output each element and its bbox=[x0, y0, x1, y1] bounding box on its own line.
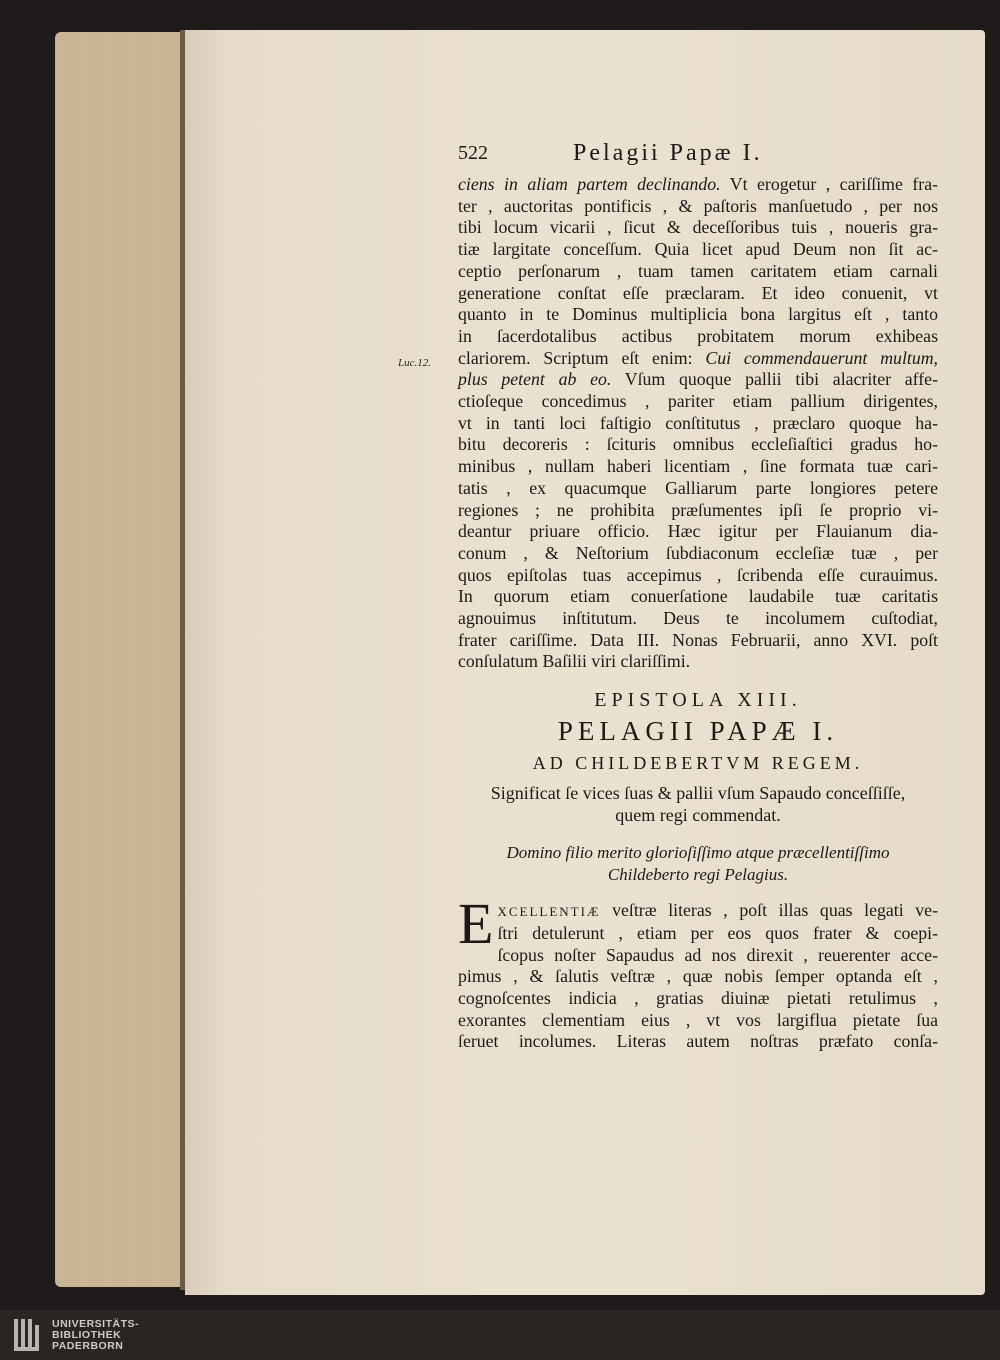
text-segment: regiones ; ne prohibita præſumentes ipſi ſe proprio vi- bbox=[458, 499, 938, 520]
running-head bbox=[458, 140, 938, 174]
text-segment: In quorum etiam conuerſatione laudabile tuæ caritatis bbox=[458, 586, 938, 607]
text-segment: plus petent ab eo. bbox=[458, 369, 612, 390]
text-line bbox=[458, 586, 938, 608]
text-segment: Cui commendauerunt multum, bbox=[705, 347, 939, 368]
text-line bbox=[458, 369, 938, 391]
margin-note: Luc.12. bbox=[398, 357, 431, 369]
text-segment: Vt erogetur , cariſſime fra- bbox=[720, 174, 939, 194]
text-segment: deantur priuare officio. Hæc igitur per Flauianum dia- bbox=[458, 521, 938, 542]
letter-line: veſtræ literas , poſt illas quas legati ve- bbox=[600, 900, 938, 921]
page-edges bbox=[55, 32, 190, 1287]
letter-line: ſtri detulerunt , etiam per eos quos frater & coepi- bbox=[497, 922, 938, 943]
text-line bbox=[458, 413, 938, 435]
text-segment: agnouimus inſtitutum. Deus te incolumem cuſtodiat, bbox=[458, 608, 938, 629]
text-segment: ciens in aliam partem declinando. bbox=[458, 174, 721, 194]
salutation-line: Childeberto regi Pelagius. bbox=[607, 865, 789, 885]
text-line bbox=[458, 521, 938, 543]
text-segment: quos epiſtolas tuas accepimus , ſcribenda eſſe curauimus. bbox=[458, 564, 938, 585]
text-segment: tiæ largitate conceſſum. Quia licet apud Deum non ſit ac- bbox=[458, 239, 938, 260]
text-segment: tibi locum vicarii , ſicut & deceſſoribus tuis , noueris gra- bbox=[458, 217, 938, 238]
text-segment: conſulatum Baſilii viri clariſſimi. bbox=[458, 651, 691, 672]
text-line bbox=[458, 217, 938, 239]
text-segment: in ſacerdotalibus actibus probitatem morum exhibeas bbox=[458, 325, 938, 346]
letter-line: ſeruet incolumes. Literas autem noſtras præfato conſa- bbox=[458, 1031, 938, 1052]
library-name-line: PADERBORN bbox=[52, 1340, 124, 1352]
text-line bbox=[458, 651, 938, 673]
library-footer bbox=[0, 1310, 1000, 1360]
text-line bbox=[458, 239, 938, 261]
letter-line: cognoſcentes indicia , gratias diuinæ pietati retulimus , bbox=[458, 987, 938, 1008]
text-segment: ctioſeque concedimus , pariter etiam pallium dirigentes, bbox=[458, 391, 938, 412]
text-line bbox=[458, 174, 938, 196]
text-block bbox=[458, 140, 938, 1053]
first-word: XCELLENTIÆ bbox=[497, 904, 601, 920]
text-line bbox=[458, 434, 938, 456]
text-segment: Vſum quoque pallii tibi alacriter affe- bbox=[611, 369, 939, 390]
letter-text bbox=[458, 891, 938, 1053]
text-line bbox=[458, 196, 938, 218]
salutation bbox=[458, 842, 938, 886]
epistola-heading: EPISTOLA XIII. bbox=[594, 689, 802, 712]
text-segment: minibus , nullam haberi licentiam , ſine formata tuæ cari- bbox=[458, 456, 938, 477]
text-segment: quanto in te Dominus multiplicia bona largitus eſt , tanto bbox=[458, 304, 938, 325]
text-segment: ter , auctoritas pontificis , & paſtoris manſuetudo , per nos bbox=[458, 195, 938, 216]
library-logo-icon bbox=[14, 1319, 44, 1351]
text-segment: generatione conſtat eſſe præclaram. Et ideo conuenit, vt bbox=[458, 282, 938, 303]
addressee-heading: AD CHILDEBERTVM REGEM. bbox=[532, 753, 864, 774]
library-name-line: BIBLIOTHEK bbox=[52, 1329, 122, 1341]
letter-line: exorantes clementiam eius , vt vos largiflua pietate ſua bbox=[458, 1009, 938, 1030]
summary-line: Significat ſe vices ſuas & pallii vſum Sapaudo conceſſiſſe, bbox=[490, 783, 906, 804]
pelagii-heading: PELAGII PAPÆ I. bbox=[557, 716, 839, 747]
text-line bbox=[458, 543, 938, 565]
text-line bbox=[458, 478, 938, 500]
text-line bbox=[458, 456, 938, 478]
salutation-line: Domino filio merito glorioſiſſimo atque præcellentiſſimo bbox=[506, 843, 890, 863]
text-line bbox=[458, 326, 938, 348]
running-head-title: Pelagii Papæ I. bbox=[573, 140, 763, 166]
text-segment: vt in tanti loci faſtigio conſtitutus , præclaro quoque ha- bbox=[458, 412, 938, 433]
text-line bbox=[458, 391, 938, 413]
letter-summary bbox=[458, 782, 938, 826]
summary-line: quem regi commendat. bbox=[615, 805, 781, 826]
text-line bbox=[458, 304, 938, 326]
text-line bbox=[458, 283, 938, 305]
continuation-text bbox=[458, 174, 938, 673]
text-segment: clariorem. Scriptum eſt enim: bbox=[458, 347, 706, 368]
drop-capital: E bbox=[458, 891, 494, 957]
letter-line: pimus , & ſalutis veſtræ , quæ nobis ſemper optanda eſt , bbox=[458, 966, 938, 987]
library-name bbox=[52, 1319, 139, 1352]
text-segment: bitu decoreris : ſcituris omnibus eccleſiaſtici gradus ho- bbox=[458, 434, 938, 455]
page-number: 522 bbox=[458, 142, 488, 164]
text-line bbox=[458, 565, 938, 587]
text-segment: tatis , ex quacumque Galliarum parte longiores petere bbox=[458, 477, 938, 498]
text-line bbox=[458, 630, 938, 652]
text-segment: ceptio perſonarum , tuam tamen caritatem etiam carnali bbox=[458, 260, 938, 281]
text-line bbox=[458, 348, 938, 370]
text-line bbox=[458, 500, 938, 522]
letter-line: ſcopus noſter Sapaudus ad nos direxit , reuerenter acce- bbox=[497, 944, 938, 965]
library-name-line: UNIVERSITÄTS- bbox=[52, 1318, 140, 1330]
text-line bbox=[458, 608, 938, 630]
text-line bbox=[458, 261, 938, 283]
text-segment: frater cariſſime. Data III. Nonas Februarii, anno XVI. poſt bbox=[458, 629, 938, 650]
text-segment: conum , & Neſtorium ſubdiaconum eccleſiæ tuæ , per bbox=[458, 542, 938, 563]
